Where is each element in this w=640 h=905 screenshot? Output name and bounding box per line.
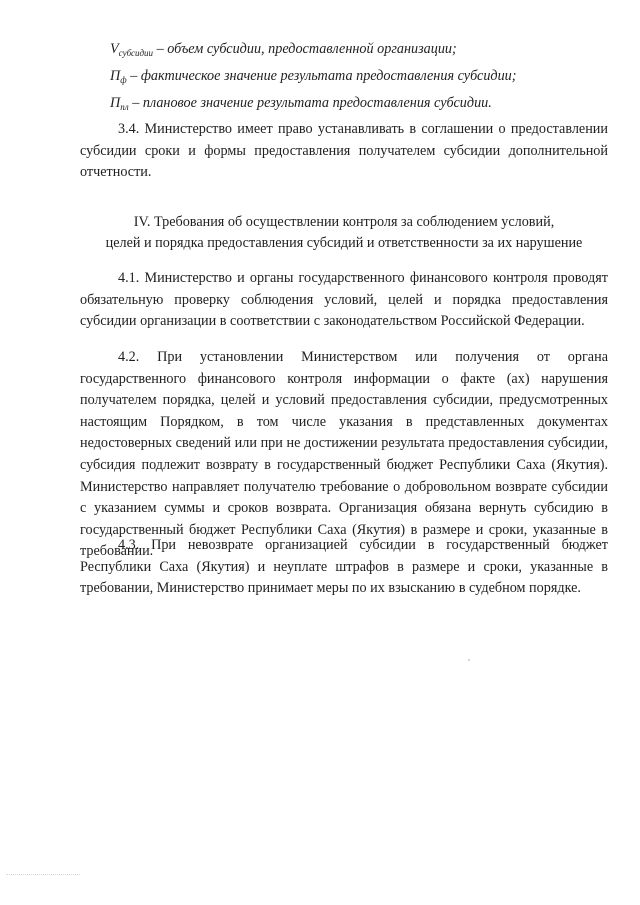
section-4-heading: [80, 212, 608, 253]
definition-subscript: субсидии: [118, 48, 154, 58]
definition-subscript: пл: [120, 102, 129, 112]
paragraph-3-4: 3.4. Министерство имеет право устанавливать в соглашении о предоставлении субсидии сроки и формы предоставления получателем субсидии дополнительной отчетности.: [80, 121, 608, 181]
definition-planned: [110, 92, 610, 119]
definition-text: – плановое значение результата предоставления субсидии.: [128, 95, 492, 111]
scan-speck: [468, 659, 470, 661]
heading-line: IV. Требования об осуществлении контроля за соблюдением условий,: [133, 214, 555, 230]
definition-symbol: V: [110, 41, 119, 57]
definition-subscript: ф: [120, 75, 127, 85]
definition-actual: [110, 65, 610, 92]
definition-symbol: П: [110, 95, 121, 111]
paragraph-4-3: 4.3. При невозврате организацией субсидии в государственный бюджет Республики Саха (Якутия) и неуплате штрафов в размере и сроки, указанные в требовании, Министерство принимает меры по их взысканию в судебном порядке.: [80, 537, 608, 597]
definition-text: – фактическое значение результата предоставления субсидии;: [126, 68, 517, 84]
paragraph-4-1: 4.1. Министерство и органы государственного финансового контроля проводят обязательную проверку соблюдения условий, целей и порядка предоставления субсидии организации в соответствии с законодательством Российской Федерации.: [80, 270, 608, 330]
definition-text: – объем субсидии, предоставленной организации;: [153, 41, 457, 57]
definition-volume: [110, 38, 610, 65]
scan-footer-mark: [6, 874, 80, 877]
paragraph-4-2: 4.2. При установлении Министерством или получения от органа государственного финансового контроля информации о факте (ах) нарушения получателем порядка, целей и условий предоставления субсидии, предусмотренных настоящим Порядком, в том числе указания в представленных документах недостоверных сведений или при не достижении результата предоставления субсидии, субсидия подлежит возврату в государственный бюджет Республики Саха (Якутия). Министерство направляет получателю требование о добровольном возврате субсидии с указанием суммы и сроков возврата. Организация обязана вернуть субсидию в государственный бюджет Республики Саха (Якутия) в размере и сроки, указанные в требовании.: [80, 349, 608, 560]
formula-definitions: [110, 38, 610, 119]
heading-line: целей и порядка предоставления субсидий и ответственности за их нарушение: [105, 234, 583, 251]
definition-symbol: П: [110, 68, 121, 84]
